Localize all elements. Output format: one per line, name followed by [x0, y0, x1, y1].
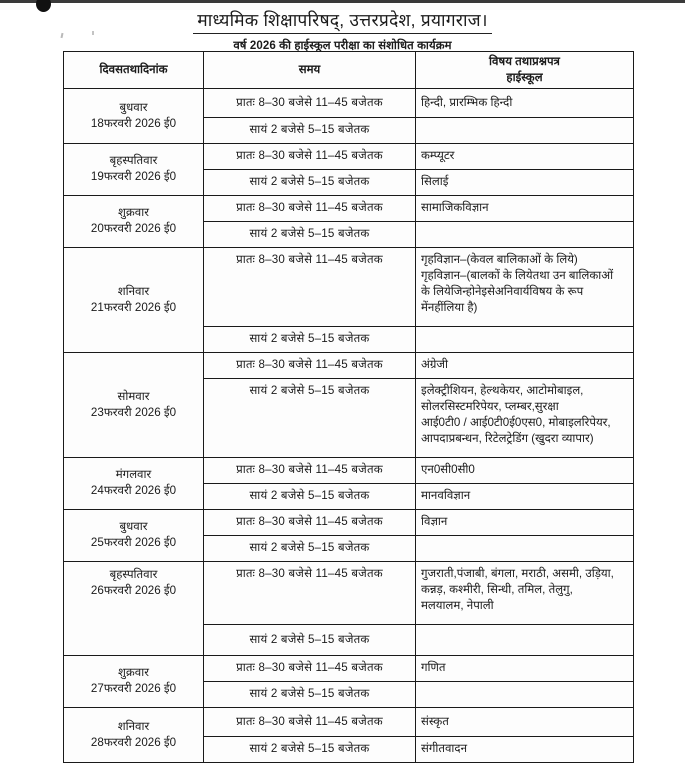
day-cell: [64, 195, 204, 247]
day-name: शनिवार: [117, 719, 150, 733]
day-date: 20फरवरी 2026 ई0: [90, 222, 177, 236]
day-name: सोमवार: [117, 389, 150, 403]
day-date: 28फरवरी 2026 ई0: [90, 735, 177, 749]
subject-line: आपदाप्रबन्धन, रिटेलट्रेडिंग (खुदरा व्यापार): [421, 431, 594, 445]
time-cell-morning: प्रातः 8–30 बजेसे 11–45 बजेतक: [204, 457, 416, 483]
time-cell-evening: सायं 2 बजेसे 5–15 बजेतक: [204, 117, 416, 143]
day-date: 27फरवरी 2026 ई0: [90, 682, 177, 696]
table-row: [64, 143, 634, 169]
day-cell: [64, 143, 204, 195]
day-cell: [64, 707, 204, 762]
day-name: बृहस्पतिवार: [109, 567, 158, 581]
table-row: [64, 88, 634, 117]
page-subtitle: वर्ष 2026 की हाईस्कूल परीक्षा का संशोधित कार्यक्रम: [233, 39, 452, 52]
column-header-subject-line1: विषय तथाप्रश्नपत्र: [489, 55, 560, 68]
subject-line: सोलरसिस्टमरिपेयर, प्लम्बर,सुरक्षा: [421, 399, 559, 413]
subject-cell-morning: [416, 247, 634, 326]
table-header-row: [64, 52, 634, 89]
day-name: शुक्रवार: [118, 206, 149, 220]
document-heading: [0, 0, 685, 53]
subject-line: गृहविज्ञान–(बालकों के लियेतथा उन बालिकाओं: [421, 268, 614, 282]
time-cell-evening: सायं 2 बजेसे 5–15 बजेतक: [204, 326, 416, 352]
day-cell: [64, 509, 204, 561]
time-cell-morning: प्रातः 8–30 बजेसे 11–45 बजेतक: [204, 143, 416, 169]
subject-line: इलेक्ट्रीशियन, हेल्थकेयर, आटोमोबाइल,: [421, 383, 584, 397]
time-cell-evening: सायं 2 बजेसे 5–15 बजेतक: [204, 535, 416, 561]
day-date: 26फरवरी 2026 ई0: [90, 583, 177, 597]
time-cell-morning: प्रातः 8–30 बजेसे 11–45 बजेतक: [204, 247, 416, 326]
time-cell-evening: सायं 2 बजेसे 5–15 बजेतक: [204, 736, 416, 762]
day-name: शनिवार: [117, 284, 150, 298]
day-name: शुक्रवार: [118, 666, 149, 680]
subject-cell-evening: [416, 326, 634, 352]
table-row: [64, 561, 634, 624]
time-cell-evening: सायं 2 बजेसे 5–15 बजेतक: [204, 378, 416, 457]
time-cell-evening: सायं 2 बजेसे 5–15 बजेतक: [204, 681, 416, 707]
scan-speck-artifact: [92, 31, 94, 35]
day-name: बुधवार: [119, 520, 148, 534]
subject-cell-evening: संगीतवादन: [416, 736, 634, 762]
subject-cell-morning: कम्प्यूटर: [416, 143, 634, 169]
day-name: मंगलवार: [115, 468, 152, 482]
exam-schedule-table: [63, 51, 634, 763]
day-date: 18फरवरी 2026 ई0: [90, 116, 177, 130]
subject-cell-morning: एन0सी0सी0: [416, 457, 634, 483]
day-cell: [64, 457, 204, 509]
subject-cell-morning: गणित: [416, 655, 634, 681]
column-header-time: समय: [204, 52, 416, 89]
subject-cell-evening: मानवविज्ञान: [416, 483, 634, 509]
table-row: [64, 509, 634, 535]
time-cell-morning: प्रातः 8–30 बजेसे 11–45 बजेतक: [204, 509, 416, 535]
table-row: [64, 247, 634, 326]
day-date: 25फरवरी 2026 ई0: [90, 536, 177, 550]
time-cell-evening: सायं 2 बजेसे 5–15 बजेतक: [204, 169, 416, 195]
table-row: [64, 195, 634, 221]
subject-cell-morning: अंग्रेजी: [416, 352, 634, 378]
schedule-table-container: [63, 51, 633, 763]
day-name: बुधवार: [119, 100, 148, 114]
subject-cell-evening: [416, 117, 634, 143]
time-cell-morning: प्रातः 8–30 बजेसे 11–45 बजेतक: [204, 707, 416, 736]
time-cell-morning: प्रातः 8–30 बजेसे 11–45 बजेतक: [204, 352, 416, 378]
subject-cell-evening: [416, 681, 634, 707]
time-cell-morning: प्रातः 8–30 बजेसे 11–45 बजेतक: [204, 195, 416, 221]
column-header-subject-line2: हाईस्कूल: [506, 70, 543, 84]
subject-cell-morning: सामाजिकविज्ञान: [416, 195, 634, 221]
subject-cell-morning: हिन्दी, प्रारम्भिक हिन्दी: [416, 88, 634, 117]
subject-line: मलयालम, नेपाली: [421, 598, 494, 612]
table-row: [64, 352, 634, 378]
time-cell-evening: सायं 2 बजेसे 5–15 बजेतक: [204, 483, 416, 509]
time-cell-morning: प्रातः 8–30 बजेसे 11–45 बजेतक: [204, 655, 416, 681]
time-cell-evening: सायं 2 बजेसे 5–15 बजेतक: [204, 221, 416, 247]
day-cell: [64, 655, 204, 707]
subject-line: कन्नड़, कश्मीरी, सिन्धी, तमिल, तेलुगु,: [421, 582, 573, 596]
day-cell: [64, 561, 204, 655]
table-row: [64, 457, 634, 483]
column-header-subject: [416, 52, 634, 89]
day-date: 19फरवरी 2026 ई0: [90, 170, 177, 184]
day-cell: [64, 352, 204, 457]
day-cell: [64, 247, 204, 352]
subject-line: गुजराती,पंजाबी, बंगला, मराठी, असमी, उड़िया,: [421, 566, 614, 580]
subject-cell-evening: [416, 378, 634, 457]
subject-line: मेंनहींलिया है): [421, 300, 478, 314]
time-cell-morning: प्रातः 8–30 बजेसे 11–45 बजेतक: [204, 561, 416, 624]
table-row: [64, 655, 634, 681]
table-body: [64, 88, 634, 762]
table-header: [64, 52, 634, 89]
subject-cell-evening: [416, 624, 634, 655]
day-date: 23फरवरी 2026 ई0: [90, 405, 177, 419]
subject-cell-morning: [416, 561, 634, 624]
table-row: [64, 707, 634, 736]
subject-cell-evening: सिलाई: [416, 169, 634, 195]
day-name: बृहस्पतिवार: [109, 154, 158, 168]
subject-cell-morning: विज्ञान: [416, 509, 634, 535]
time-cell-evening: सायं 2 बजेसे 5–15 बजेतक: [204, 624, 416, 655]
subject-cell-morning: संस्कृत: [416, 707, 634, 736]
time-cell-morning: प्रातः 8–30 बजेसे 11–45 बजेतक: [204, 88, 416, 117]
day-date: 24फरवरी 2026 ई0: [90, 484, 177, 498]
day-cell: [64, 88, 204, 143]
page-title: माध्यमिक शिक्षापरिषद्, उत्तरप्रदेश, प्रयागराज।: [193, 10, 491, 34]
column-header-day: दिवसतथादिनांक: [64, 52, 204, 89]
day-date: 21फरवरी 2026 ई0: [90, 300, 177, 314]
subject-cell-evening: [416, 221, 634, 247]
subject-line: के लियेजिन्होनेइसेअनिवार्यविषय के रूप: [421, 284, 584, 298]
subject-line: आई0टी0 / आई0टी0ई0एस0, मोबाइलरिपेयर,: [421, 415, 611, 429]
subject-line: गृहविज्ञान–(केवल बालिकाओं के लिये): [421, 252, 578, 266]
subject-cell-evening: [416, 535, 634, 561]
scan-edge-artifact: [0, 0, 685, 3]
